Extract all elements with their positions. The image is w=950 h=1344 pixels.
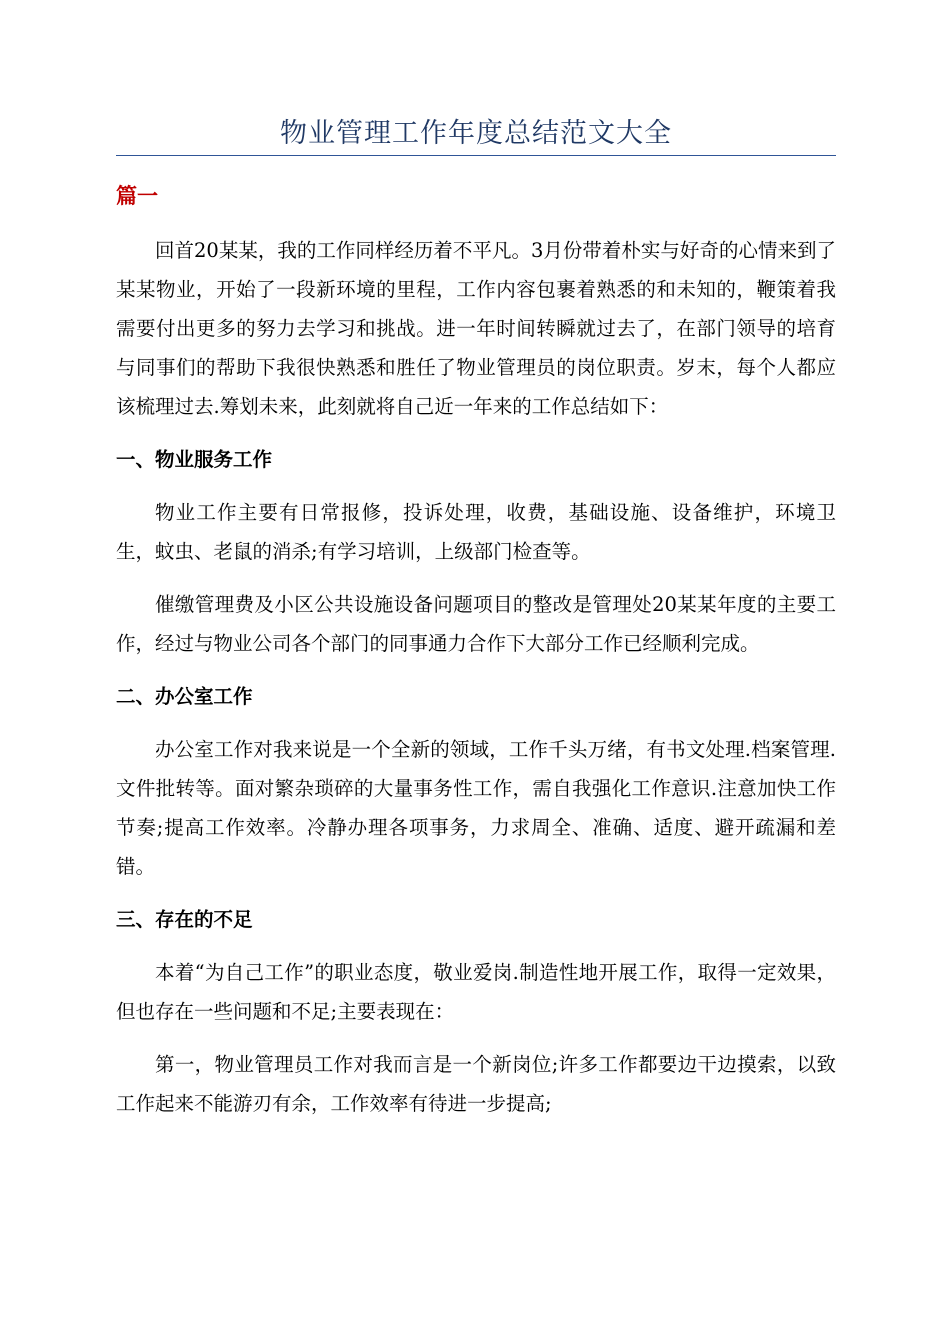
paragraph-intro: 回首20某某，我的工作同样经历着不平凡。3月份带着朴实与好奇的心情来到了某某物业，开始了一段新环境的里程，工作内容包裹着熟悉的和未知的，鞭策着我需要付出更多的努力去学习和挑战。进一年时间转瞬就过去了，在部门领导的培育与同事们的帮助下我很快熟悉和胜任了物业管理员的岗位职责。岁末，每个人都应该梳理过去.筹划未来，此刻就将自己近一年来的工作总结如下：: [116, 239, 836, 418]
document-title: 物业管理工作年度总结范文大全: [280, 118, 672, 149]
heading-property-service: 一、物业服务工作: [116, 448, 273, 471]
paragraph-attitude: 本着“为自己工作”的职业态度，敬业爱岗.制造性地开展工作，取得一定效果，但也存在一些问题和不足;主要表现在：: [116, 961, 836, 1023]
section-heading: 篇一: [116, 184, 158, 208]
document-page: [116, 0, 836, 1123]
paragraph-fee-collection: 催缴管理费及小区公共设施设备问题项目的整改是管理处20某某年度的主要工作，经过与物业公司各个部门的同事通力合作下大部分工作已经顺利完成。: [116, 593, 836, 655]
paragraph-first-point: 第一，物业管理员工作对我而言是一个新岗位;许多工作都要边干边摸索，以致工作起来不能游刃有余，工作效率有待进一步提高;: [116, 1053, 836, 1115]
paragraph-service-duties: 物业工作主要有日常报修，投诉处理，收费，基础设施、设备维护，环境卫生，蚊虫、老鼠的消杀;有学习培训，上级部门检查等。: [116, 501, 836, 563]
heading-shortcomings: 三、存在的不足: [116, 908, 253, 931]
title-underline: [116, 155, 836, 156]
heading-office-work: 二、办公室工作: [116, 685, 253, 708]
paragraph-office-work: 办公室工作对我来说是一个全新的领域，工作千头万绪，有书文处理.档案管理.文件批转等。面对繁杂琐碎的大量事务性工作，需自我强化工作意识.注意加快工作节奏;提高工作效率。冷静办理各项事务，力求周全、准确、适度、避开疏漏和差错。: [116, 738, 836, 878]
